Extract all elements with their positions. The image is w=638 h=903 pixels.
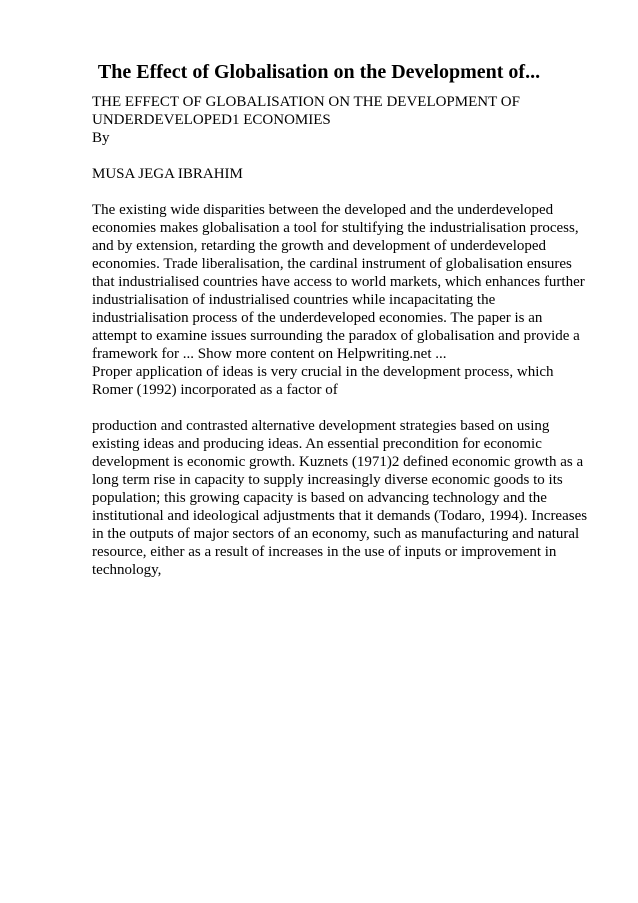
spacer: [92, 183, 590, 201]
document-title: The Effect of Globalisation on the Development of...: [97, 61, 541, 83]
paragraph-abstract: The existing wide disparities between the developed and the underdeveloped economies makes globalisation a tool for stultifying the industrialisation process, and by extension, retarding the growth and development of underdeveloped economies. Trade liberalisation, the cardinal instrument of globalisation ensures that industrialised countries have access to world markets, which enhances further industrialisation of industrialised countries while incapacitating the industrialisation process of the underdeveloped economies. The paper is an attempt to examine issues surrounding the paradox of globalisation and provide a framework for ... Show more content on Helpwriting.net ...: [92, 202, 585, 362]
paragraph-ideas: Proper application of ideas is very crucial in the development process, which Romer (1992) incorporated as a factor of: [92, 364, 554, 398]
paragraph-growth: production and contrasted alternative development strategies based on using existing ideas and producing ideas. An essential precondition for economic development is economic growth. Kuznets (1971)2 defined economic growth as a long term rise in capacity to supply increasingly diverse economic goods to its population; this growing capacity is based on advancing technology and the institutional and ideological adjustments that it demands (Todaro, 1994). Increases in the outputs of major sectors of an economy, such as manufacturing and natural resource, either as a result of increases in the use of inputs or improvement in technology,: [92, 418, 588, 578]
heading-line-2: UNDERDEVELOPED1 ECONOMIES: [92, 112, 331, 128]
spacer: [92, 147, 590, 165]
spacer: [92, 399, 590, 417]
byline: By: [92, 130, 110, 146]
heading-line-1: THE EFFECT OF GLOBALISATION ON THE DEVELOPMENT OF: [92, 94, 520, 110]
author-name: MUSA JEGA IBRAHIM: [92, 166, 243, 182]
